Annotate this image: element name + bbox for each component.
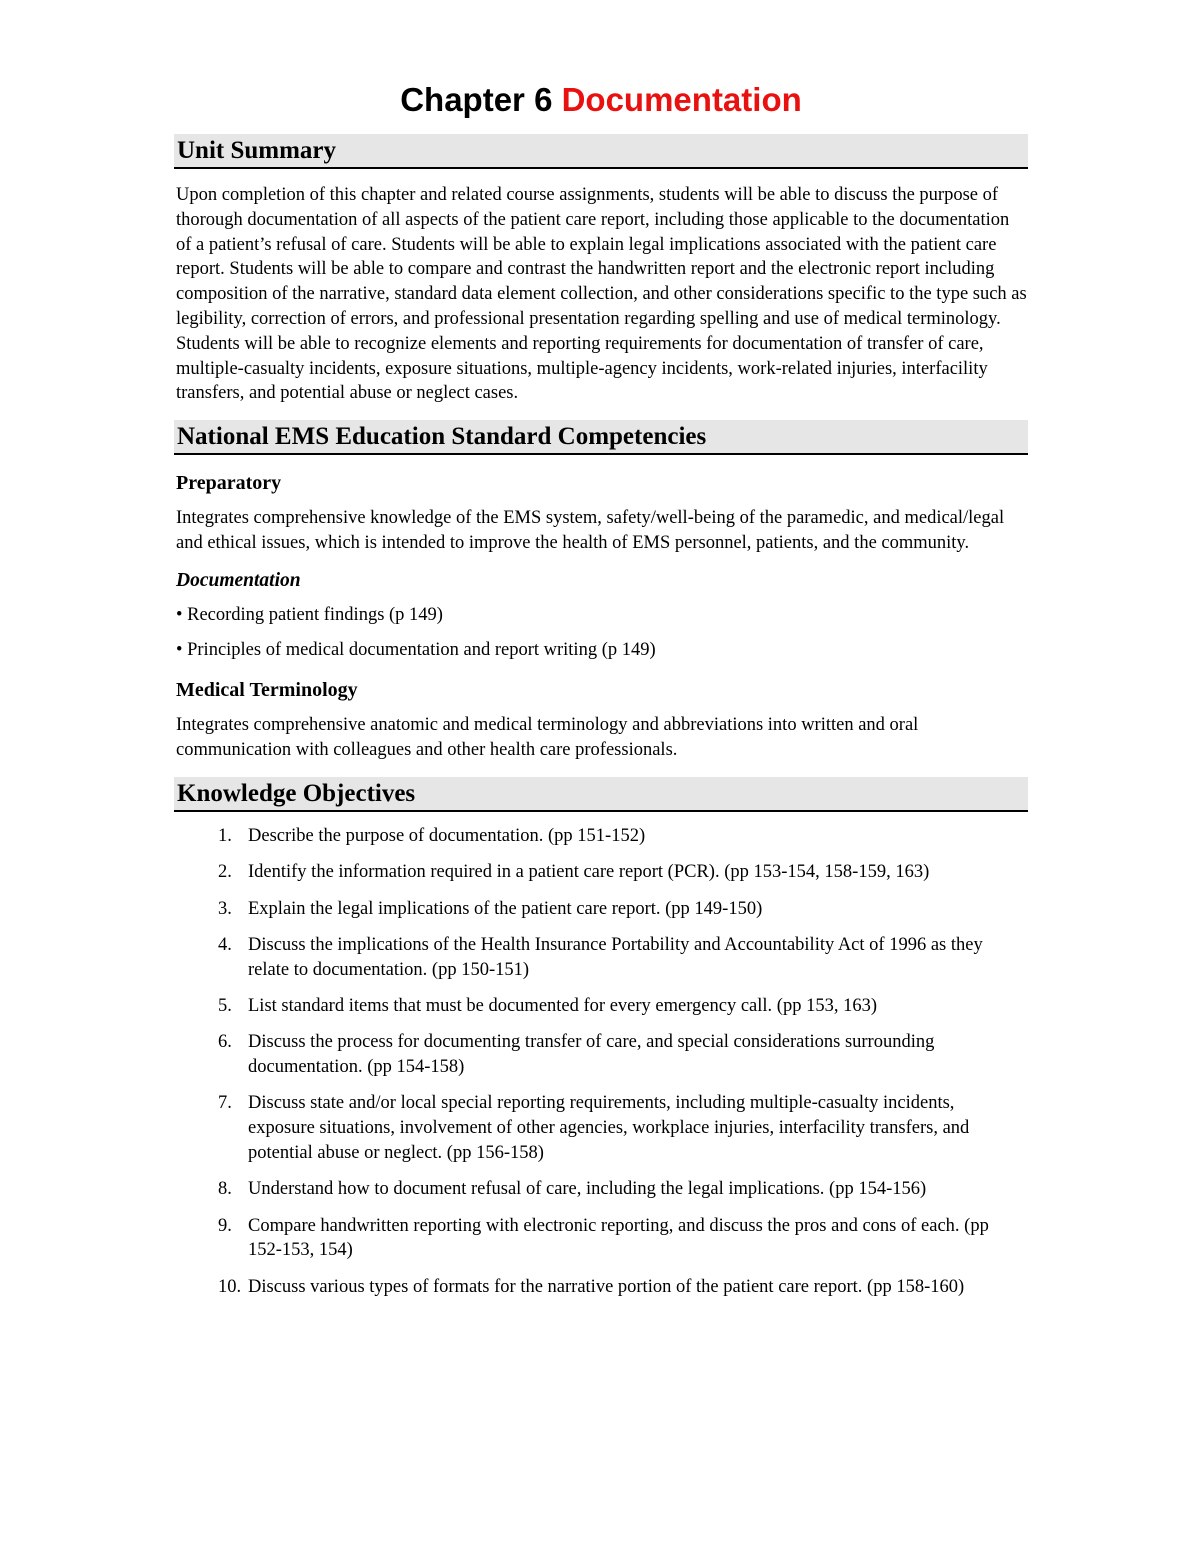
objective-item <box>174 1275 1028 1300</box>
preparatory-heading: Preparatory <box>176 472 282 495</box>
objective-item <box>174 860 1028 885</box>
objective-item <box>174 824 1028 849</box>
objective-text: List standard items that must be documented for every emergency call. (pp 153, 163) <box>248 995 877 1016</box>
objective-text: Compare handwritten reporting with electronic reporting, and discuss the pros and cons of each. (pp 152-153, 154) <box>248 1215 989 1261</box>
objective-text: Discuss various types of formats for the narrative portion of the patient care report. (pp 158-160) <box>248 1276 965 1297</box>
chapter-name: Documentation <box>561 81 802 118</box>
objective-number: 7. <box>218 1093 232 1114</box>
objective-item <box>174 897 1028 922</box>
objective-text: Describe the purpose of documentation. (pp 151-152) <box>248 825 646 846</box>
objectives-list <box>174 824 1028 1299</box>
objective-text: Understand how to document refusal of care, including the legal implications. (pp 154-156) <box>248 1179 927 1200</box>
documentation-heading: Documentation <box>176 569 301 591</box>
objective-item <box>174 1030 1028 1080</box>
unit-summary-heading: Unit Summary <box>174 134 1028 169</box>
objective-number: 1. <box>218 825 232 846</box>
objective-number: 6. <box>218 1032 232 1053</box>
bullet-item: • Recording patient findings (p 149) <box>176 604 443 625</box>
objective-number: 8. <box>218 1179 232 1200</box>
objective-number: 5. <box>218 995 232 1016</box>
unit-summary-text: Upon completion of this chapter and related course assignments, students will be able to discuss the purpose of thorough documentation of all aspects of the patient care report, including those applicable to the documentation of a patient’s refusal of care. Students will be able to explain legal implications associated with the patient care report. Students will be able to compare and contrast the handwritten report and the electronic report including composition of the narrative, standard data element collection, and other considerations specific to the type such as legibility, correction of errors, and professional presentation regarding spelling and use of medical terminology. Students will be able to recognize elements and reporting requirements for documentation of transfer of care, multiple-casualty incidents, exposure situations, multiple-agency incidents, work-related injuries, interfacility transfers, and potential abuse or neglect cases. <box>176 185 1027 404</box>
preparatory-text: Integrates comprehensive knowledge of the EMS system, safety/well-being of the paramedic, and medical/legal and ethical issues, which is intended to improve the health of EMS personnel, patients, and the community. <box>176 508 1005 553</box>
objective-text: Identify the information required in a patient care report (PCR). (pp 153-154, 158-159, 163) <box>248 862 930 883</box>
chapter-title <box>174 80 1028 120</box>
objective-text: Discuss the implications of the Health Insurance Portability and Accountability Act of 1996 as they relate to documentation. (pp 150-151) <box>248 934 983 980</box>
objective-item <box>174 933 1028 983</box>
objective-number: 4. <box>218 934 232 955</box>
objective-number: 2. <box>218 862 232 883</box>
document-page <box>174 80 1028 1311</box>
chapter-prefix: Chapter 6 <box>400 81 562 118</box>
objective-item <box>174 1214 1028 1264</box>
knowledge-objectives-heading: Knowledge Objectives <box>174 777 1028 812</box>
objective-number: 3. <box>218 898 232 919</box>
objective-text: Discuss state and/or local special reporting requirements, including multiple-casualty incidents, exposure situations, involvement of other agencies, workplace injuries, interfacility transfers, and potential abuse or neglect. (pp 156-158) <box>248 1093 970 1163</box>
objective-number: 10. <box>218 1276 242 1297</box>
terminology-text: Integrates comprehensive anatomic and medical terminology and abbreviations into written and oral communication with colleagues and other health care professionals. <box>176 715 919 761</box>
competencies-heading: National EMS Education Standard Competencies <box>174 420 1028 455</box>
terminology-heading: Medical Terminology <box>176 679 358 702</box>
bullet-item: • Principles of medical documentation and report writing (p 149) <box>176 639 656 660</box>
objective-item <box>174 1091 1028 1165</box>
objective-item <box>174 1177 1028 1202</box>
objective-number: 9. <box>218 1215 232 1236</box>
objective-text: Discuss the process for documenting transfer of care, and special considerations surrounding documentation. (pp 154-158) <box>248 1032 935 1078</box>
objective-item <box>174 994 1028 1019</box>
objective-text: Explain the legal implications of the patient care report. (pp 149-150) <box>248 898 763 919</box>
